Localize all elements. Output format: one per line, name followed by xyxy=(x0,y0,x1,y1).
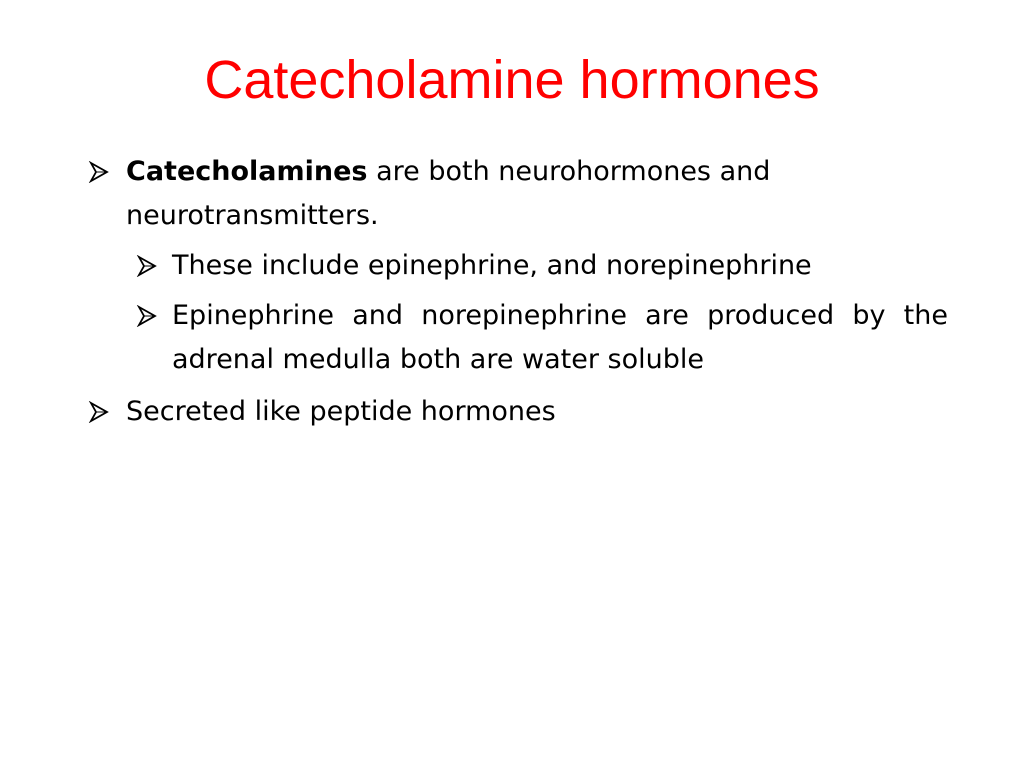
bullet-item xyxy=(136,244,948,288)
arrow-bullet-icon xyxy=(88,161,110,183)
bullet-item xyxy=(88,390,948,434)
slide-title: Catecholamine hormones xyxy=(204,50,820,110)
bullet-list xyxy=(88,150,948,434)
bullet-text: Secreted like peptide hormones xyxy=(126,396,556,427)
bullet-item xyxy=(88,150,948,238)
bullet-bold-lead: Catecholamines xyxy=(126,156,368,187)
arrow-bullet-icon xyxy=(88,401,110,423)
bullet-text: These include epinephrine, and norepinephrine xyxy=(172,250,812,281)
arrow-bullet-icon xyxy=(136,305,158,327)
bullet-text: are both neurohormones and neurotransmitters. xyxy=(126,156,771,231)
bullet-item xyxy=(136,294,948,382)
bullet-text: Epinephrine and norepinephrine are produced by the adrenal medulla both are water soluble xyxy=(172,300,948,375)
arrow-bullet-icon xyxy=(136,255,158,277)
